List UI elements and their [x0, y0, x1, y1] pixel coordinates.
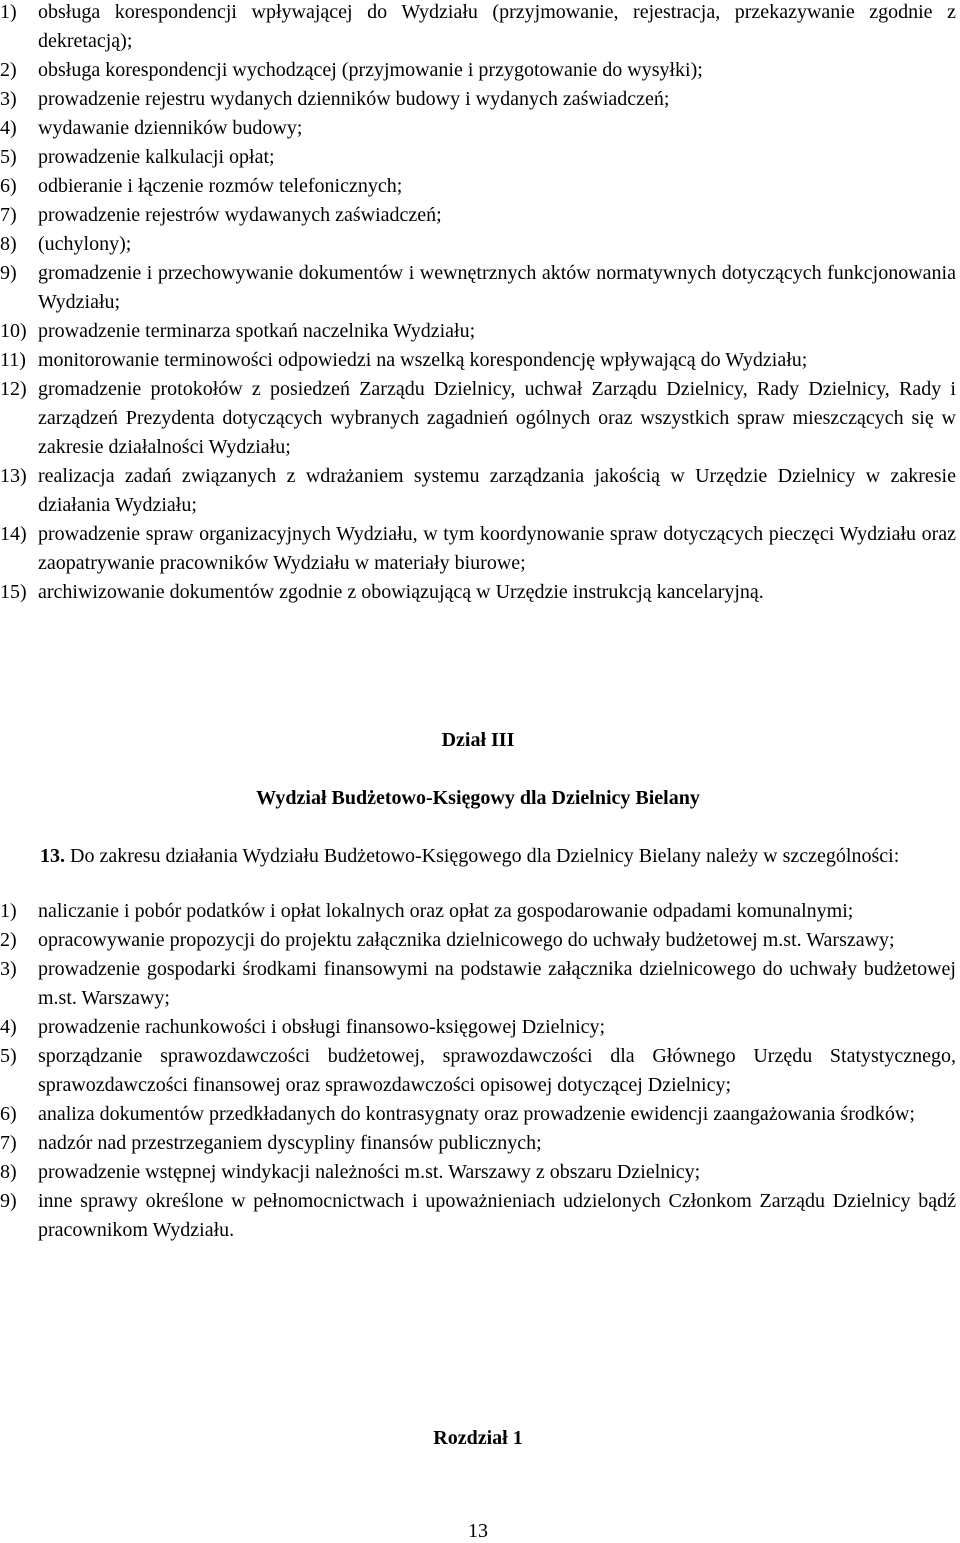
list-item-text: prowadzenie spraw organizacyjnych Wydziału, w tym koordynowanie spraw dotyczących pieczęci Wydziału oraz zaopatrywanie pracowników Wydziału w materiały biurowe;	[38, 523, 956, 574]
list-item	[0, 201, 956, 230]
list-item-number: 3)	[0, 88, 17, 110]
list-item-text: gromadzenie protokołów z posiedzeń Zarządu Dzielnicy, uchwał Zarządu Dzielnicy, Rady Dzielnicy, Rady i zarządzeń Prezydenta dotyczących wybranych zagadnień ogólnych oraz wszystkich spraw mieszczących się w zakresie działalności Wydziału;	[38, 378, 956, 458]
list-item-number: 10)	[0, 320, 27, 342]
duties-list-wydzial-previous	[0, 0, 956, 607]
list-item-number: 14)	[0, 523, 27, 545]
list-item	[0, 955, 956, 1013]
list-item-text: archiwizowanie dokumentów zgodnie z obowiązującą w Urzędzie instrukcją kancelaryjną.	[38, 581, 764, 603]
list-item-text: analiza dokumentów przedkładanych do kontrasygnaty oraz prowadzenie ewidencji zaangażowania środków;	[38, 1103, 915, 1125]
list-item	[0, 346, 956, 375]
list-item-number: 1)	[0, 1, 17, 23]
chapter-heading: Rozdział 1	[433, 1427, 523, 1449]
list-item	[0, 259, 956, 317]
list-item-number: 2)	[0, 929, 17, 951]
list-item-number: 2)	[0, 59, 17, 81]
list-item-text: prowadzenie gospodarki środkami finansowymi na podstawie załącznika dzielnicowego do uchwały budżetowej m.st. Warszawy;	[38, 958, 956, 1009]
list-item	[0, 375, 956, 462]
duties-list-budget-department	[0, 897, 956, 1245]
section-heading-dzial: Dział III	[441, 729, 515, 751]
list-item-number: 4)	[0, 117, 17, 139]
list-item-number: 8)	[0, 233, 17, 255]
list-item-text: (uchylony);	[38, 233, 132, 255]
list-item	[0, 578, 956, 607]
list-item	[0, 462, 956, 520]
list-item-number: 7)	[0, 1132, 17, 1154]
list-item	[0, 143, 956, 172]
list-item-text: obsługa korespondencji wychodzącej (przyjmowanie i przygotowanie do wysyłki);	[38, 59, 703, 81]
list-item-number: 5)	[0, 146, 17, 168]
list-item-number: 8)	[0, 1161, 17, 1183]
list-item-text: prowadzenie rachunkowości i obsługi finansowo-księgowej Dzielnicy;	[38, 1016, 606, 1038]
list-item	[0, 85, 956, 114]
list-item-number: 5)	[0, 1045, 17, 1067]
list-item-text: realizacja zadań związanych z wdrażaniem systemu zarządzania jakością w Urzędzie Dzielnicy w zakresie działania Wydziału;	[38, 465, 956, 516]
list-item-number: 4)	[0, 1016, 17, 1038]
list-item-text: prowadzenie wstępnej windykacji należności m.st. Warszawy z obszaru Dzielnicy;	[38, 1161, 701, 1183]
list-item-text: opracowywanie propozycji do projektu załącznika dzielnicowego do uchwały budżetowej m.st. Warszawy;	[38, 929, 895, 951]
list-item	[0, 1158, 956, 1187]
list-item	[0, 926, 956, 955]
page-number: 13	[468, 1520, 488, 1542]
list-item	[0, 897, 956, 926]
list-item-text: prowadzenie rejestrów wydawanych zaświadczeń;	[38, 204, 442, 226]
list-item-text: odbieranie i łączenie rozmów telefonicznych;	[38, 175, 403, 197]
list-item-number: 6)	[0, 1103, 17, 1125]
list-item-number: 11)	[0, 349, 26, 371]
list-item	[0, 317, 956, 346]
list-item-text: prowadzenie kalkulacji opłat;	[38, 146, 275, 168]
list-item	[0, 1013, 956, 1042]
list-item-number: 15)	[0, 581, 27, 603]
list-item	[0, 114, 956, 143]
list-item-text: obsługa korespondencji wpływającej do Wydziału (przyjmowanie, rejestracja, przekazywanie zgodnie z dekretacją);	[38, 1, 956, 52]
list-item-number: 6)	[0, 175, 17, 197]
list-item-number: 12)	[0, 378, 27, 400]
list-item-text: inne sprawy określone w pełnomocnictwach i upoważnieniach udzielonych Członkom Zarządu Dzielnicy bądź pracownikom Wydziału.	[38, 1190, 956, 1241]
list-item-number: 7)	[0, 204, 17, 226]
list-item-text: prowadzenie rejestru wydanych dzienników budowy i wydanych zaświadczeń;	[38, 88, 670, 110]
list-item-text: gromadzenie i przechowywanie dokumentów i wewnętrznych aktów normatywnych dotyczących funkcjonowania Wydziału;	[38, 262, 956, 313]
list-item	[0, 1100, 956, 1129]
list-item-text: prowadzenie terminarza spotkań naczelnika Wydziału;	[38, 320, 476, 342]
list-item-text: wydawanie dzienników budowy;	[38, 117, 303, 139]
list-item-text: monitorowanie terminowości odpowiedzi na wszelką korespondencję wpływającą do Wydziału;	[38, 349, 808, 371]
list-item	[0, 1187, 956, 1245]
list-item	[0, 1042, 956, 1100]
department-heading: Wydział Budżetowo-Księgowy dla Dzielnicy Bielany	[256, 787, 700, 809]
list-item	[0, 172, 956, 201]
list-item-number: 13)	[0, 465, 27, 487]
list-item	[0, 1129, 956, 1158]
list-item	[0, 56, 956, 85]
list-item-text: nadzór nad przestrzeganiem dyscypliny finansów publicznych;	[38, 1132, 542, 1154]
section-number: 13.	[40, 845, 65, 867]
list-item-number: 3)	[0, 958, 17, 980]
section-paragraph	[0, 842, 956, 871]
list-item	[0, 520, 956, 578]
list-item-text: naliczanie i pobór podatków i opłat lokalnych oraz opłat za gospodarowanie odpadami komunalnymi;	[38, 900, 854, 922]
list-item-number: 1)	[0, 900, 17, 922]
list-item-text: sporządzanie sprawozdawczości budżetowej, sprawozdawczości dla Głównego Urzędu Statystycznego, sprawozdawczości finansowej oraz sprawozdawczości opisowej dotyczącej Dzielnicy;	[38, 1045, 956, 1096]
section-intro-text: Do zakresu działania Wydziału Budżetowo-Księgowego dla Dzielnicy Bielany należy w szczególności:	[65, 845, 900, 867]
list-item-number: 9)	[0, 1190, 17, 1212]
list-item	[0, 0, 956, 56]
list-item-number: 9)	[0, 262, 17, 284]
list-item	[0, 230, 956, 259]
